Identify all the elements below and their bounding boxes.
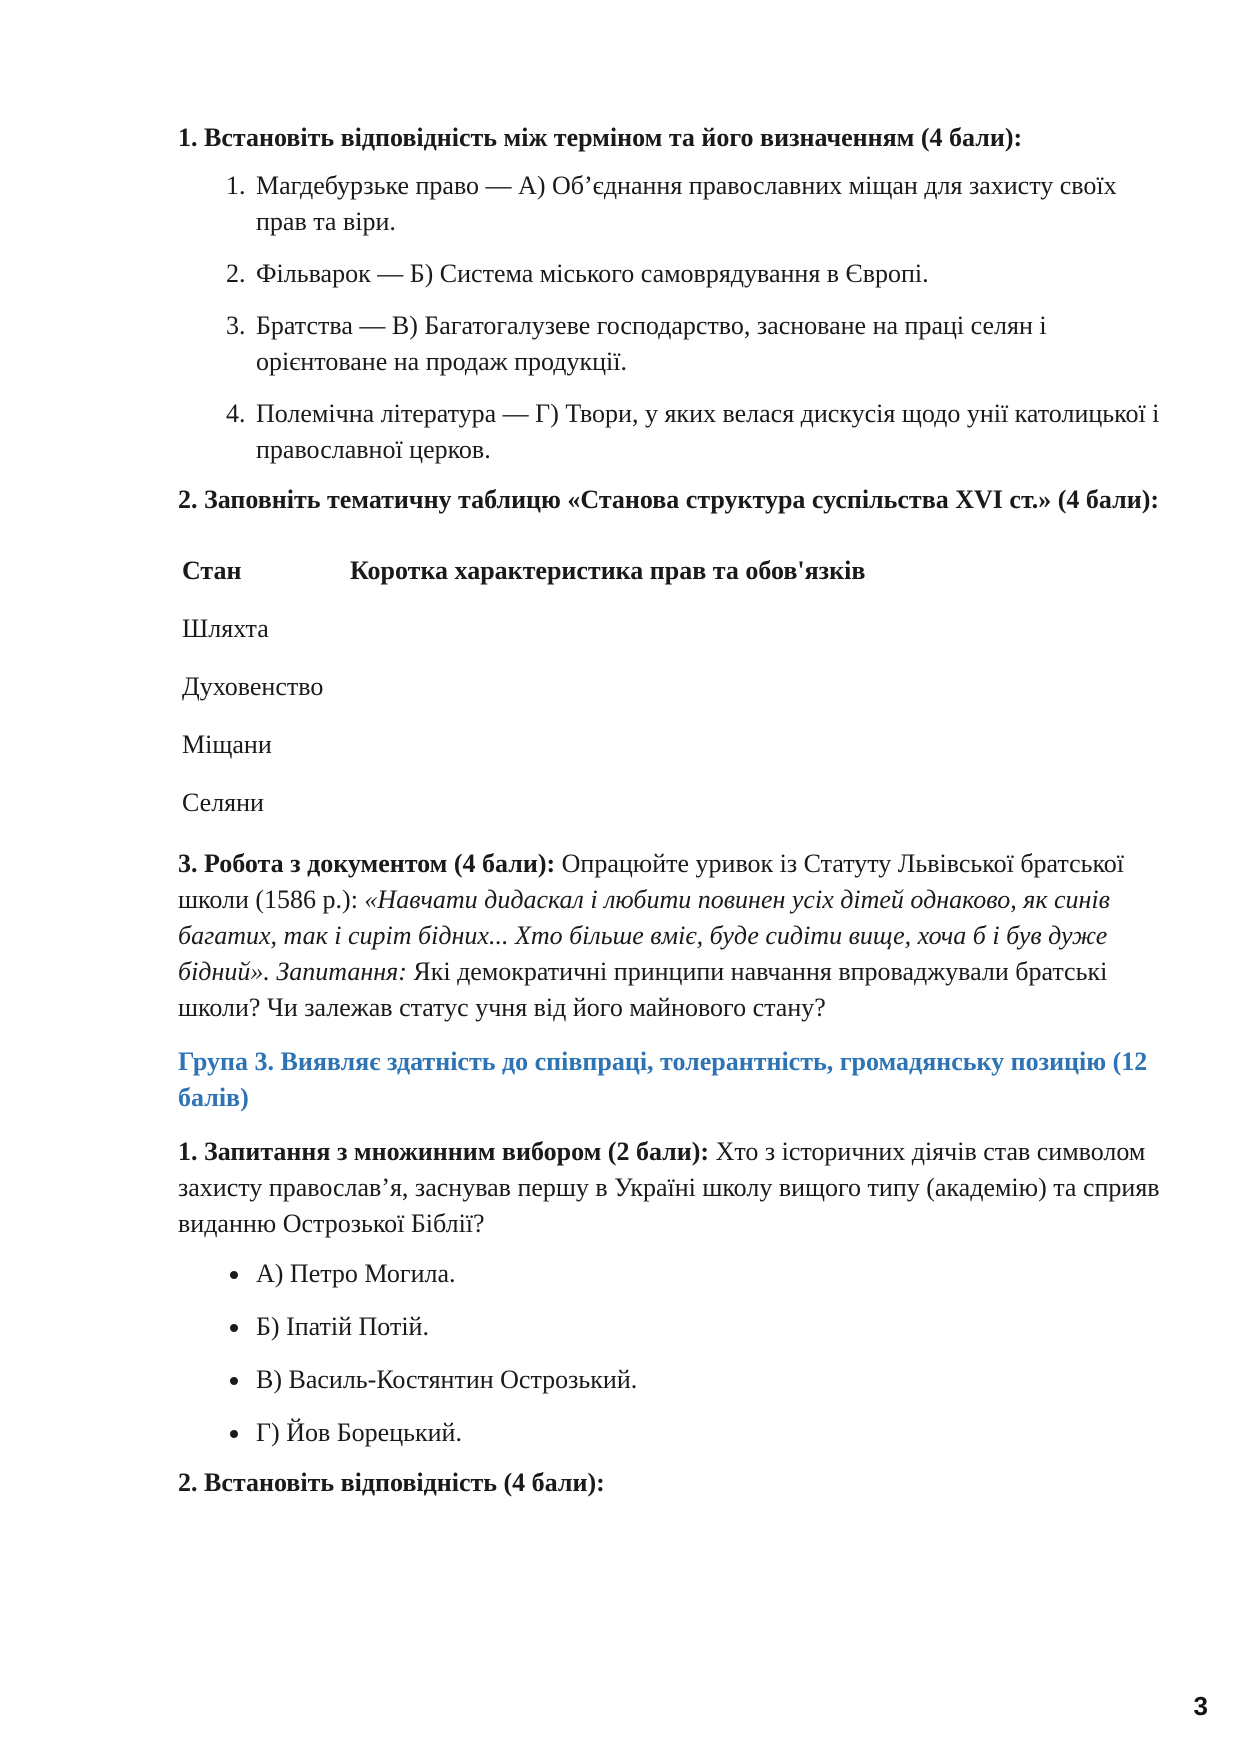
mc-question: Хто з історичних діячів став символом захисту православ’я, заснував першу в Україні школу вищого типу (академію) та сприяв виданню Острозької Біблії? [178, 1137, 1160, 1238]
table-row [178, 774, 869, 832]
table-row [178, 716, 869, 774]
mc-option: • Б) Іпатій Потій. [252, 1309, 1168, 1345]
mc-option-list [178, 1256, 1168, 1451]
table-header-description: Коротка характеристика прав та обов'язків [350, 556, 866, 585]
q1-term-list [178, 168, 1168, 468]
group3-heading: Група 3. Виявляє здатність до співпраці, толерантність, громадянську позицію (12 балів) [178, 1047, 1148, 1112]
table-cell-estate: Селяни [182, 788, 264, 817]
table-cell-empty [346, 600, 869, 658]
table-cell-empty [346, 658, 869, 716]
page-number: 3 [1193, 1691, 1208, 1721]
table-header-row [178, 542, 869, 600]
table-row [178, 600, 869, 658]
table-cell-estate: Духовенство [182, 672, 324, 701]
q3-intro: Опрацюйте уривок із Статуту Львівської братської школи (1586 р.): [178, 849, 1125, 914]
mc-lead: 1. Запитання з множинним вибором (2 бали): [178, 1137, 710, 1166]
table-row [178, 658, 869, 716]
mc-option: • А) Петро Могила. [252, 1256, 1168, 1292]
mc-paragraph [178, 1134, 1168, 1242]
q1-term-item: 4. Полемічна література — Г) Твори, у яких велася дискусія щодо унії католицької і православної церков. [252, 396, 1168, 468]
q3-question: Які демократичні принципи навчання впроваджували братські школи? Чи залежав статус учня від його майнового стану? [178, 957, 1108, 1022]
q3-lead: 3. Робота з документом (4 бали): [178, 849, 556, 878]
q3-paragraph [178, 846, 1168, 1026]
mc-option: • Г) Йов Борецький. [252, 1415, 1168, 1451]
q1-term-item: 1. Магдебурзьке право — А) Об’єднання православних міщан для захисту своїх прав та віри. [252, 168, 1168, 240]
mc-option: • В) Василь-Костянтин Острозький. [252, 1362, 1168, 1398]
table-cell-empty [346, 774, 869, 832]
q4-title: 2. Встановіть відповідність (4 бали): [178, 1468, 605, 1497]
q2-title: 2. Заповніть тематичну таблицю «Станова структура суспільства XVI ст.» (4 бали): [178, 485, 1160, 514]
table-header-estate: Стан [182, 556, 242, 585]
q1-title: 1. Встановіть відповідність між терміном та його визначенням (4 бали): [178, 123, 1023, 152]
q1-term-item: 2. Фільварок — Б) Система міського самоврядування в Європі. [252, 256, 1168, 292]
estates-table [178, 542, 869, 832]
q1-term-item: 3. Братства — В) Багатогалузеве господарство, засноване на праці селян і орієнтоване на продаж продукції. [252, 308, 1168, 380]
document-page [178, 120, 1168, 1501]
table-cell-estate: Шляхта [182, 614, 269, 643]
table-cell-empty [346, 716, 869, 774]
q3-quote: «Навчати дидаскал і любити повинен усіх дітей однаково, як синів багатих, так і сиріт бідних... Хто більше вміє, буде сидіти вище, хоча б і був дуже бідний». [178, 885, 1110, 986]
q3-question-label: Запитання: [269, 957, 407, 986]
table-cell-estate: Міщани [182, 730, 272, 759]
